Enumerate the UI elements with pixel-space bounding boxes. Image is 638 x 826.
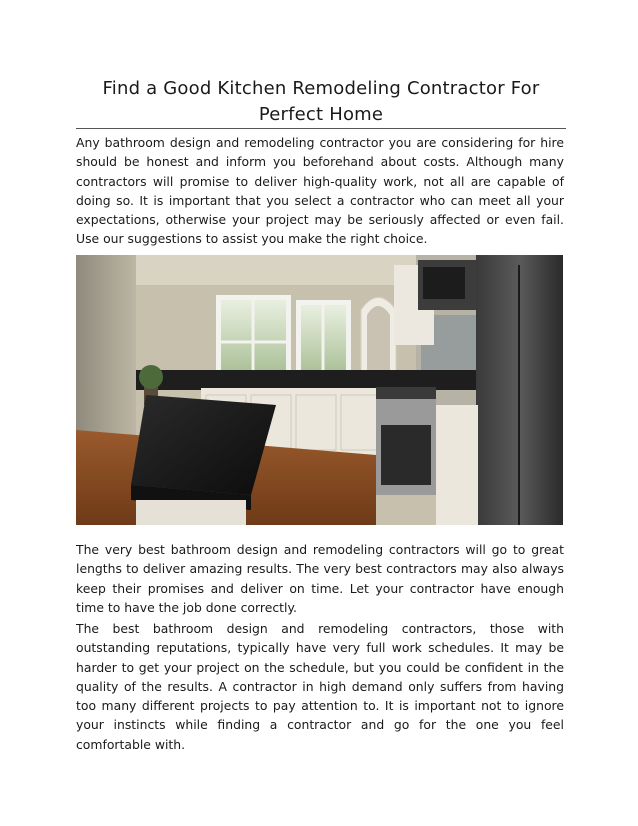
title-divider <box>76 128 566 129</box>
body-paragraph-2: The best bathroom design and remodeling contractors, those with outstanding reputations, typically have very full work schedules. It may be harder to get your project on the schedule, but you could be confident in the quality of the results. A contractor in high demand only suffers from having too many different projects to pay attention to. It is important not to ignore your instincts while finding a contractor and go for the one you feel comfortable with. <box>76 621 564 752</box>
kitchen-photo <box>76 255 563 525</box>
intro-paragraph: Any bathroom design and remodeling contractor you are considering for hire should be honest and inform you beforehand about costs. Although many contractors will promise to deliver high-quality work, not all are capable of doing so. It is important that you select a contractor who can meet all your expectations, otherwise your project may be seriously affected or even fail. Use our suggestions to assist you make the right choice. <box>76 135 564 247</box>
page-title: Find a Good Kitchen Remodeling Contractor For Perfect Home <box>102 78 540 125</box>
body-paragraph-1: The very best bathroom design and remodeling contractors will go to great lengths to deliver amazing results. The very best contractors may also always keep their promises and deliver on time. Let your contractor have enough time to have the job done correctly. <box>76 542 564 615</box>
